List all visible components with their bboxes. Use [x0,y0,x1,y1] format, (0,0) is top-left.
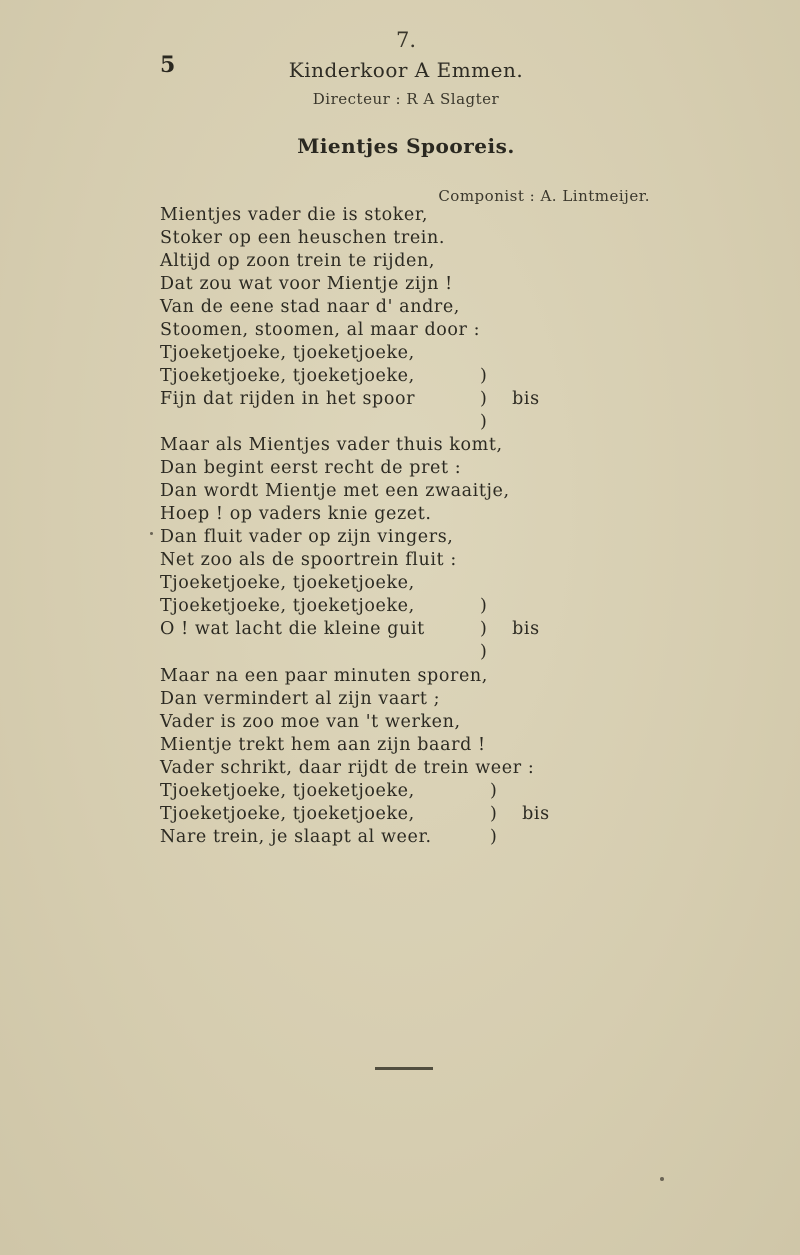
verse-line: Altijd op zoon trein te rijden, [160,251,435,271]
verse-line: Tjoeketjoeke, tjoeketjoeke, [160,781,415,801]
verse-2 [160,434,540,662]
repeat-bracket: ) bis [480,619,540,639]
verse-line: Tjoeketjoeke, tjoeketjoeke, [160,804,415,824]
verse-line: Hoep ! op vaders knie gezet. [160,504,432,524]
repeat-marker [480,595,540,664]
verse-line: Van de eene stad naar d' andre, [160,297,460,317]
verse-line: Maar als Mientjes vader thuis komt, [160,435,503,455]
verse-line: Stoomen, stoomen, al maar door : [160,320,481,340]
verse-1 [160,204,540,432]
composer-line: Componist : A. Lintmeijer. [438,187,650,205]
repeat-bracket: ) [480,366,488,386]
verse-line: Vader is zoo moe van 't werken, [160,712,461,732]
bis-label: bis [522,804,550,824]
verse-line: Tjoeketjoeke, tjoeketjoeke, [160,366,415,386]
closing-rule [375,1067,433,1070]
verse-3 [160,665,550,849]
paper-speck [660,1177,664,1181]
repeat-marker [480,365,540,434]
verse-line: Stoker op een heuschen trein. [160,228,446,248]
repeat-bracket: ) [480,412,488,432]
verse-line: Dan begint eerst recht de pret : [160,458,462,478]
repeat-marker [490,780,550,849]
verse-line: Maar na een paar minuten sporen, [160,666,488,686]
repeat-bracket: ) [490,827,498,847]
verse-line: O ! wat lacht die kleine guit [160,619,425,639]
repeat-bracket: ) [490,781,498,801]
verse-line: Vader schrikt, daar rijdt de trein weer : [160,758,535,778]
verse-line: Mientjes vader die is stoker, [160,205,429,225]
bis-label: bis [512,389,540,409]
repeat-bracket: ) [480,596,488,616]
verse-line: Tjoeketjoeke, tjoeketjoeke, [160,343,415,363]
repeat-bracket: ) bis [490,804,550,824]
verse-line: Fijn dat rijden in het spoor [160,389,416,409]
director-line: Directeur : R A Slagter [312,90,500,108]
repeat-bracket: ) [480,642,488,662]
verse-line: Dan wordt Mientje met een zwaaitje, [160,481,510,501]
page-number: 7. [395,28,417,52]
repeat-bracket: ) bis [480,389,540,409]
item-number: 5 [160,52,176,78]
paper-speck [150,532,153,535]
verse-line: Nare trein, je slaapt al weer. [160,827,432,847]
choir-name: Kinderkoor A Emmen. [288,58,524,82]
bis-label: bis [512,619,540,639]
verse-line: Dat zou wat voor Mientje zijn ! [160,274,453,294]
verse-line: Net zoo als de spoortrein fluit : [160,550,457,570]
verse-line: Tjoeketjoeke, tjoeketjoeke, [160,596,415,616]
verse-line: Dan vermindert al zijn vaart ; [160,689,441,709]
verse-line: Tjoeketjoeke, tjoeketjoeke, [160,573,415,593]
verse-line: Dan fluit vader op zijn vingers, [160,527,454,547]
verse-line: Mientje trekt hem aan zijn baard ! [160,735,486,755]
song-title: Mientjes Spooreis. [297,134,515,158]
